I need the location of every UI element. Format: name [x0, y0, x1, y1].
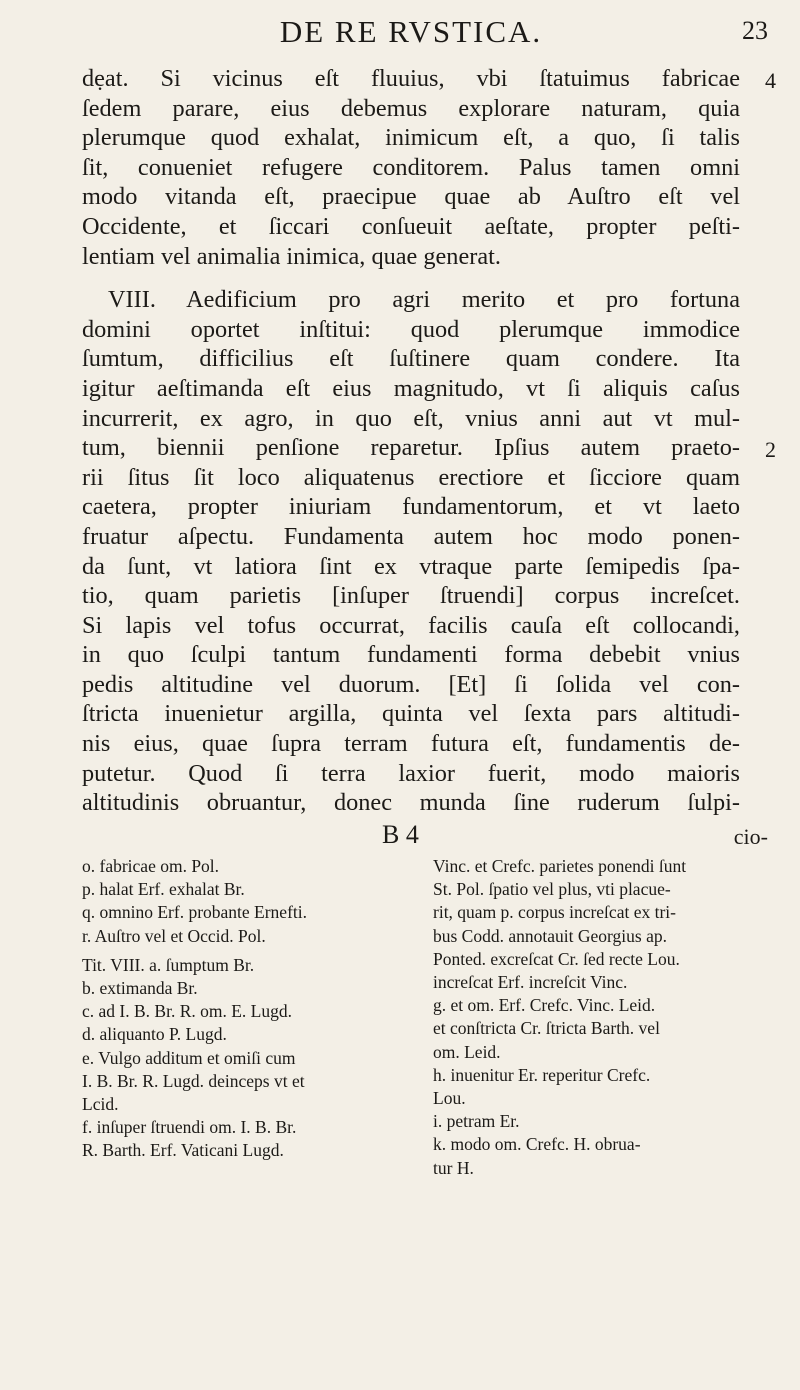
signature-row [82, 818, 768, 858]
text-line: caetera, propter iniuriam fundamentorum, et vt laeto [82, 493, 740, 521]
text-line: plerumque quod exhalat, inimicum eſt, a quo, ſi talis [82, 124, 740, 152]
text-line: Si lapis vel tofus occurrat, facilis cauſa eſt collocandi, [82, 611, 740, 639]
footnotes-right-column [433, 855, 762, 1180]
text-line: lentiam vel animalia inimica, quae generat. [82, 242, 501, 270]
text-line: modo vitanda eſt, praecipue quae ab Auſtro eſt vel [82, 183, 740, 211]
text-line: altitudinis obruantur, donec munda ſine ruderum ſulpi- [82, 789, 740, 817]
footnote: k. modo om. Crefc. H. obrua- [433, 1134, 641, 1155]
text-line: incurrerit, ex agro, in quo eſt, vnius anni aut vt mul- [82, 404, 740, 432]
footnotes-left-column [82, 855, 411, 1180]
footnote: increſcat Erf. increſcit Vinc. [433, 972, 628, 993]
footnote: r. Auſtro vel et Occid. Pol. [82, 925, 266, 946]
footnote: Vinc. et Crefc. parietes ponendi ſunt [433, 856, 687, 876]
text-line: rii ſitus ſit loco aliquatenus erectiore et ſicciore quam [82, 463, 740, 491]
running-head [82, 0, 768, 64]
footnote: I. B. Br. R. Lugd. deinceps vt et [82, 1070, 305, 1091]
text-line: nis eius, quae ſupra terram futura eſt, fundamentis de- [82, 730, 740, 758]
footnote: h. inuenitur Er. reperitur Crefc. [433, 1064, 651, 1085]
footnote: f. inſuper ſtruendi om. I. B. Br. [82, 1117, 297, 1138]
footnote: Ponted. excreſcat Cr. ſed recte Lou. [433, 948, 680, 969]
paragraph-gap [82, 271, 740, 285]
footnote: bus Codd. annotauit Georgius ap. [433, 925, 667, 946]
footnote: i. petram Er. [433, 1111, 520, 1132]
text-line: igitur aeſtimanda eſt eius magnitudo, vt ſi aliquis caſus [82, 374, 740, 402]
text-line: pedis altitudine vel duorum. [Et] ſi ſolida vel con- [82, 670, 740, 698]
text-line: ſedem parare, eius debemus explorare naturam, quia [82, 94, 740, 122]
paragraph-1 [82, 64, 776, 271]
text-line: VIII. Aedificium pro agri merito et pro fortuna [108, 286, 740, 314]
text-line: ſtricta inuenietur argilla, quinta vel ſexta pars altitudi- [82, 700, 740, 728]
footnote: c. ad I. B. Br. R. om. E. Lugd. [82, 1001, 292, 1022]
catchword: cio- [733, 823, 768, 849]
page-number: 23 [742, 16, 768, 45]
footnote: e. Vulgo additum et omiſi cum [82, 1047, 296, 1068]
text-line: tum, biennii penſione reparetur. Ipſius autem praeto- [82, 434, 740, 462]
footnote: b. extimanda Br. [82, 978, 198, 999]
text-line: tio, quam parietis [inſuper ſtruendi] corpus increſcet. [82, 582, 740, 610]
footnote: Lou. [433, 1088, 466, 1109]
main-text [82, 64, 776, 818]
running-title: DE RE RVSTICA. [279, 14, 543, 49]
margin-number: 4 [765, 68, 776, 93]
footnote: p. halat Erf. exhalat Br. [82, 879, 245, 900]
footnote: R. Barth. Erf. Vaticani Lugd. [82, 1140, 284, 1161]
text-line: fruatur aſpectu. Fundamenta autem hoc modo ponen- [82, 522, 740, 550]
text-line: putetur. Quod ſi terra laxior fuerit, modo maioris [82, 759, 740, 787]
paragraph-2 [82, 285, 776, 818]
footnote: d. aliquanto P. Lugd. [82, 1024, 227, 1045]
text-line: in quo ſculpi tantum fundamenti forma debebit vnius [82, 641, 740, 669]
signature-mark: B 4 [382, 819, 419, 849]
margin-number: 2 [765, 437, 776, 463]
footnote: g. et om. Erf. Crefc. Vinc. Leid. [433, 995, 656, 1016]
text-line: dẹat. Si vicinus eſt fluuius, vbi ſtatuimus fabricae [82, 65, 740, 92]
footnote: o. fabricae om. Pol. [82, 856, 220, 876]
text-line: ſit, conueniet refugere conditorem. Palus tamen omni [82, 153, 740, 181]
footnote: om. Leid. [433, 1041, 501, 1062]
text-line: domini oportet inſtitui: quod plerumque immodice [82, 315, 740, 343]
text-line: ſumtum, difficilius eſt ſuſtinere quam condere. Ita [82, 345, 740, 373]
text-line: Occidente, et ſiccari conſueuit aeſtate, propter peſti- [82, 212, 740, 240]
footnote: St. Pol. ſpatio vel plus, vti placue- [433, 879, 671, 900]
footnotes [82, 855, 762, 1180]
footnote: rit, quam p. corpus increſcat ex tri- [433, 902, 676, 923]
text-line: da ſunt, vt latiora ſint ex vtraque parte ſemipedis ſpa- [82, 552, 740, 580]
footnote: q. omnino Erf. probante Ernefti. [82, 902, 308, 923]
footnote: Tit. VIII. a. ſumptum Br. [82, 954, 255, 975]
footnote: et conſtricta Cr. ſtricta Barth. vel [433, 1018, 660, 1039]
footnote: Lcid. [82, 1094, 119, 1115]
footnote: tur H. [433, 1157, 474, 1178]
